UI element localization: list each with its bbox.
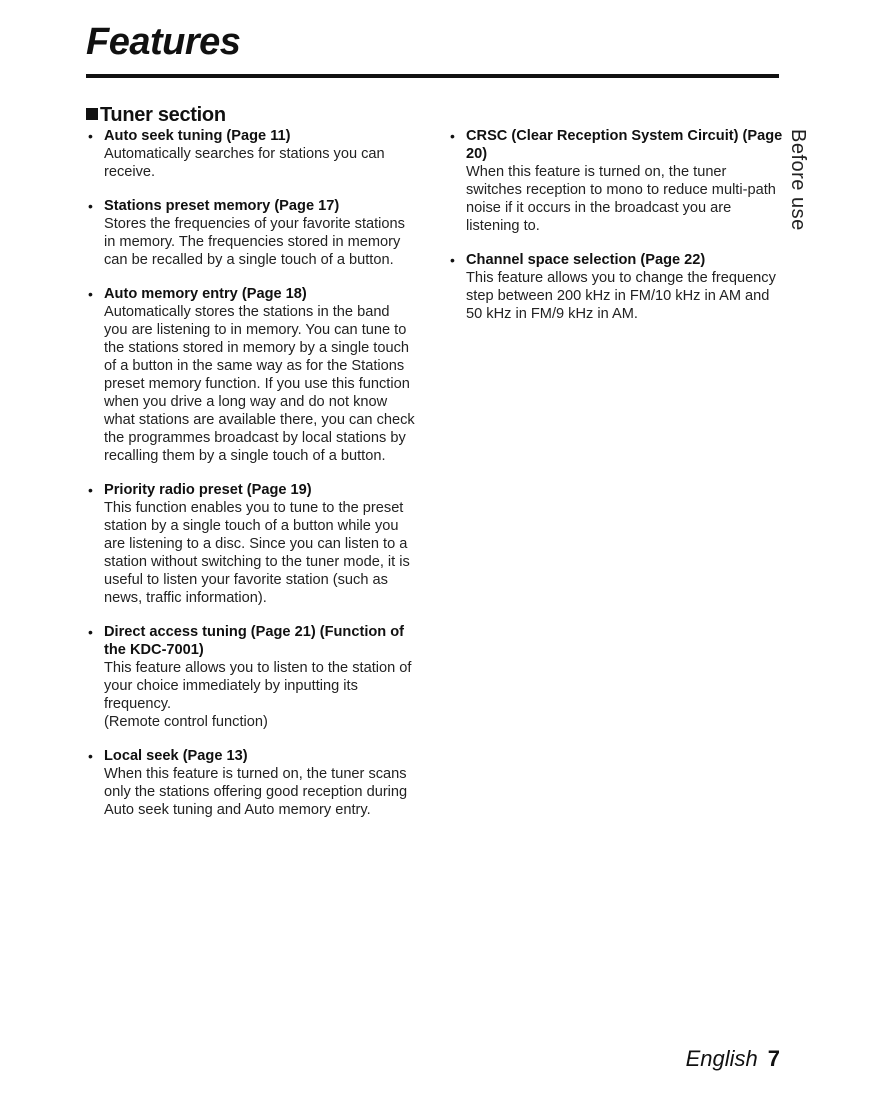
bullet-icon: • (450, 128, 455, 144)
bullet-icon: • (88, 748, 93, 764)
square-bullet-icon (86, 108, 98, 120)
page-number: 7 (767, 1046, 780, 1071)
left-feature-list (86, 127, 416, 835)
feature-item (86, 481, 416, 607)
bullet-icon: • (88, 198, 93, 214)
feature-description: Stores the frequencies of your favorite stations in memory. The frequencies stored in memory can be recalled by a single touch of a button. (104, 216, 405, 268)
bullet-icon: • (88, 128, 93, 144)
side-tab-label: Before use (787, 129, 809, 231)
feature-item (448, 251, 783, 323)
bullet-icon: • (450, 252, 455, 268)
feature-description: When this feature is turned on, the tuner scans only the stations offering good reception during Auto seek tuning and Auto memory entry. (104, 766, 408, 818)
bullet-icon: • (88, 286, 93, 302)
section-heading (86, 104, 226, 126)
bullet-icon: • (88, 482, 93, 498)
feature-item (86, 197, 416, 269)
feature-description: This function enables you to tune to the preset station by a single touch of a button while you are listening to a disc. Since you can listen to a station without switching to the tuner mode, it is useful to listen your favorite station (such as news, traffic information). (104, 500, 410, 606)
feature-item (448, 127, 783, 235)
section-heading-text: Tuner section (100, 104, 226, 126)
feature-title: Stations preset memory (Page 17) (104, 198, 340, 214)
title-divider (86, 74, 779, 78)
feature-note: (Remote control function) (104, 714, 268, 730)
feature-title: Local seek (Page 13) (104, 748, 248, 764)
feature-item (86, 747, 416, 819)
feature-description: This feature allows you to change the frequency step between 200 kHz in FM/10 kHz in AM and 50 kHz in FM/9 kHz in AM. (466, 270, 776, 322)
feature-description: This feature allows you to listen to the station of your choice immediately by inputting its frequency. (104, 660, 412, 712)
feature-description: When this feature is turned on, the tuner switches reception to mono to reduce multi-path noise if it occurs in the broadcast you are listening to. (466, 164, 776, 234)
feature-item (86, 623, 416, 731)
feature-item (86, 127, 416, 181)
feature-title: Priority radio preset (Page 19) (104, 482, 312, 498)
page-title: Features (86, 21, 241, 63)
feature-description: Automatically searches for stations you can receive. (104, 146, 385, 180)
footer-language: English (685, 1046, 758, 1071)
page-footer (620, 1046, 780, 1072)
feature-item (86, 285, 416, 465)
feature-title: Auto memory entry (Page 18) (104, 286, 307, 302)
bullet-icon: • (88, 624, 93, 640)
feature-description: Automatically stores the stations in the band you are listening to in memory. You can tune to the stations stored in memory by a single touch of a button in the same way as for the Stations preset memory function. If you use this function when you drive a long way and do not know what stations are available there, you can check the programmes broadcast by local stations by recalling them by a single touch of a button. (104, 304, 415, 464)
feature-title: Auto seek tuning (Page 11) (104, 128, 291, 144)
feature-title: Direct access tuning (Page 21) (Function of the KDC-7001) (104, 624, 405, 658)
feature-title: Channel space selection (Page 22) (466, 252, 706, 268)
feature-title: CRSC (Clear Reception System Circuit) (Page 20) (466, 128, 783, 162)
right-feature-list (448, 127, 783, 339)
